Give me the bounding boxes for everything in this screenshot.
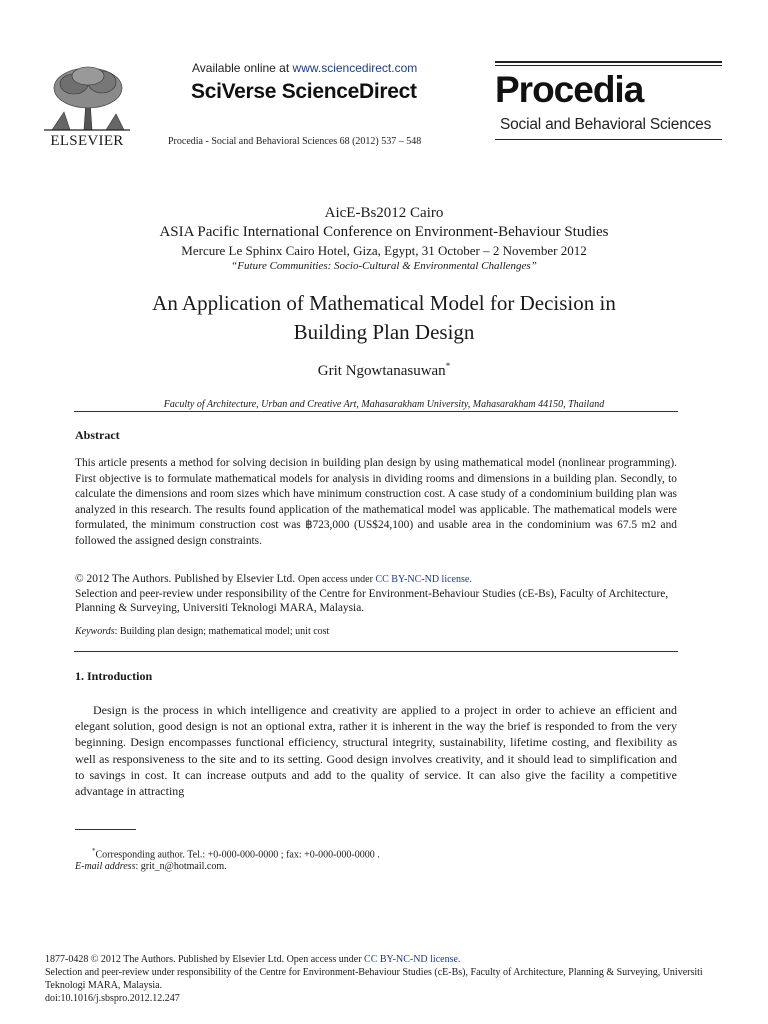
platform-name: SciVerse ScienceDirect — [191, 80, 417, 103]
footer-copyright: 1877-0428 © 2012 The Authors. Published by Elsevier Ltd. — [45, 954, 285, 965]
section-heading-introduction: 1. Introduction — [75, 669, 153, 683]
corresponding-author-note — [92, 847, 380, 860]
footnote-mark: * — [92, 847, 96, 855]
availability-prefix: Available online at — [192, 61, 293, 75]
email-note — [75, 861, 227, 872]
abstract-copyright — [75, 572, 677, 615]
paper-title — [0, 289, 768, 347]
peer-review-text: Selection and peer-review under responsibility of the Centre for Environment-Behaviour Studies (cE-Bs), Faculty of Architecture, Planning & Surveying, Universiti Teknologi MARA, Malaysia. — [75, 588, 669, 614]
publisher-name: ELSEVIER — [50, 133, 124, 149]
keywords-list: : Building plan design; mathematical model; unit cost — [114, 626, 330, 637]
availability-line — [192, 61, 417, 75]
footer-copyright-line — [45, 953, 725, 966]
conference-venue: Mercure Le Sphinx Cairo Hotel, Giza, Egypt, 31 October – 2 November 2012 — [181, 243, 587, 258]
title-line-1: An Application of Mathematical Model for Decision in — [152, 291, 616, 315]
corresponding-text: Corresponding author. Tel.: +0-000-000-0000 ; fax: +0-000-000-0000 . — [95, 849, 380, 861]
copyright-text: © 2012 The Authors. Published by Elsevier Ltd. — [75, 573, 296, 585]
footer-doi: doi:10.1016/j.sbspro.2012.12.247 — [45, 993, 180, 1004]
title-line-2: Building Plan Design — [293, 320, 475, 344]
author-name: Grit Ngowtanasuwan — [317, 363, 446, 379]
email-label: E-mail address — [75, 861, 136, 872]
header-rule — [495, 65, 722, 66]
conference-short-name: AicE-Bs2012 Cairo — [324, 205, 444, 221]
journal-citation: Procedia - Social and Behavioral Sciences 68 (2012) 537 – 548 — [168, 136, 422, 147]
license-link[interactable]: CC BY-NC-ND license. — [375, 574, 472, 585]
header-rule — [495, 61, 722, 63]
keywords-label: Keywords — [75, 626, 115, 637]
footer-license-link[interactable]: CC BY-NC-ND license. — [364, 954, 461, 965]
author-footnote-mark: * — [445, 361, 451, 371]
email-address: : grit_n@hotmail.com. — [135, 861, 227, 872]
journal-logo-subtitle: Social and Behavioral Sciences — [500, 116, 712, 133]
footer-open-access: Open access under — [284, 954, 365, 965]
footnote-rule — [75, 829, 136, 830]
header-rule — [495, 139, 722, 140]
author — [0, 361, 768, 380]
conference-full-name: ASIA Pacific International Conference on Environment-Behaviour Studies — [159, 224, 609, 240]
journal-logo-title: Procedia — [495, 69, 644, 110]
section-rule — [74, 651, 678, 652]
elsevier-tree-logo — [44, 62, 130, 132]
keywords — [75, 626, 329, 637]
page-footer — [45, 953, 725, 1005]
affiliation: Faculty of Architecture, Urban and Creative Art, Mahasarakham University, Mahasarakham 44150, Thailand — [163, 399, 605, 410]
footer-peer-review: Selection and peer-review under responsibility of the Centre for Environment-Behaviour Studies (cE-Bs), Faculty of Architecture, Planning & Surveying, Universiti Teknologi MARA, Malaysia. — [45, 967, 703, 991]
abstract-heading: Abstract — [75, 428, 120, 442]
sciencedirect-link[interactable]: www.sciencedirect.com — [292, 61, 418, 75]
abstract-body: This article presents a method for solving decision in building plan design by using mathematical model (nonlinear programming). First objective is to formulate mathematical models for analysis in dividing rooms and dimensions in a building plan. Secondly, to calculate the dimensions and room sizes which have minimum construction cost. A case study of a condominium building plan was analyzed in this research. The results found application of the mathematical model was applicable. The mathematical models were formulated, the minimum construction cost was ฿723,000 (US$24,100) and usable area in the condominium was 67.5 m2 and followed the assigned design constraints. — [75, 457, 677, 547]
conference-theme: “Future Communities: Socio-Cultural & Environmental Challenges” — [231, 260, 537, 272]
introduction-body: Design is the process in which intelligence and creativity are applied to a project in order to achieve an efficient and elegant solution, good design is not an optional extra, rather it is inherent in the way the brief is responded to from the very beginning. Design encompasses functional efficiency, structural integrity, sustainability, lifetime costing, and flexibility as well as responsiveness to the site and to its setting. Good design involves creativity, and it should lead to simplification and to savings in cost. It can increase outputs and add to the quality of service. It can also give the facility a competitive advantage in attracting — [75, 703, 677, 799]
section-rule — [74, 411, 678, 412]
open-access-text: Open access under — [297, 574, 376, 585]
